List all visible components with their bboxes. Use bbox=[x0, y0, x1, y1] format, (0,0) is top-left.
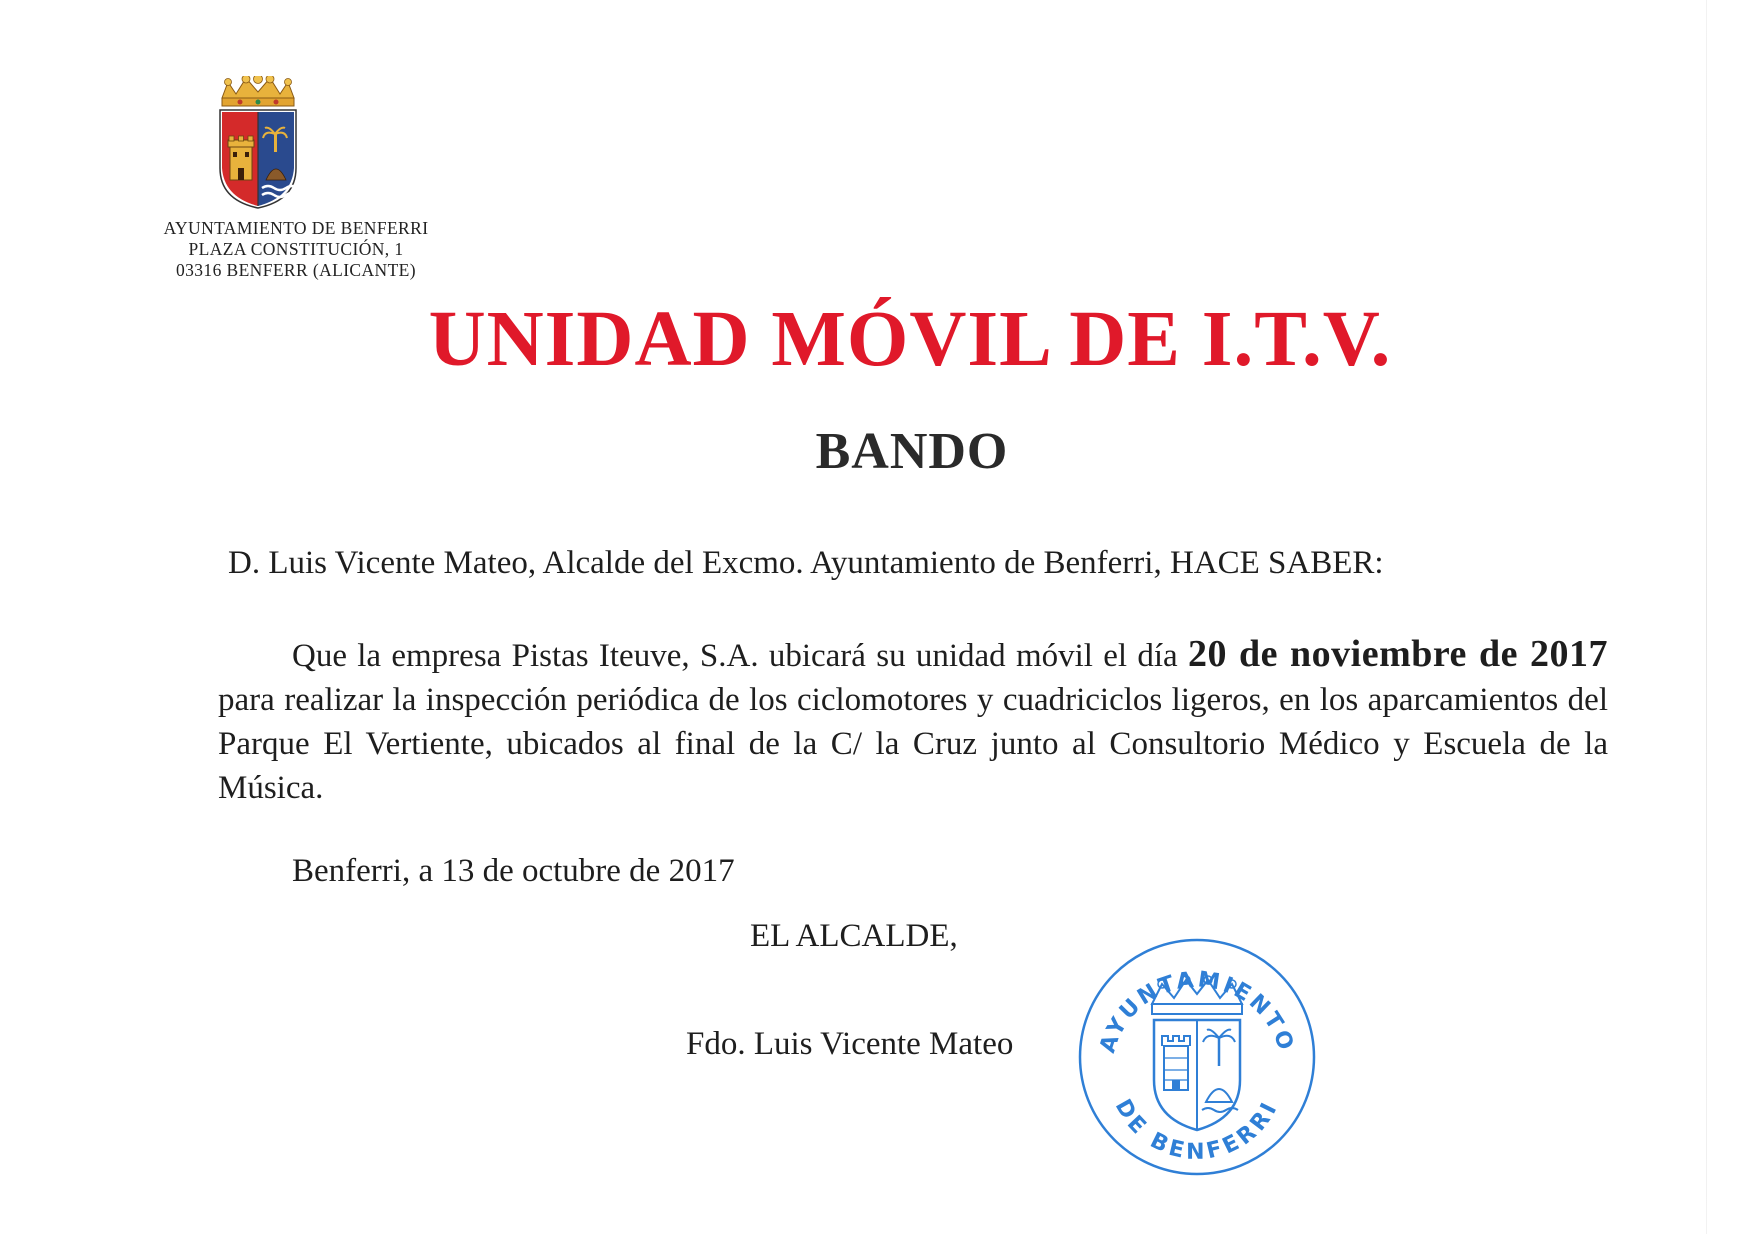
address-line: AYUNTAMIENTO DE BENFERRI bbox=[163, 218, 429, 238]
inspection-date: 20 de noviembre de 2017 bbox=[1187, 633, 1608, 675]
address-line: 03316 BENFERR (ALICANTE) bbox=[175, 260, 416, 280]
intro-paragraph: D. Luis Vicente Mateo, Alcalde del Excmo. Ayuntamiento de Benferri, HACE SABER: bbox=[228, 545, 1384, 581]
institution-address bbox=[120, 218, 472, 281]
page-edge bbox=[1706, 0, 1707, 1234]
place-and-date: Benferri, a 13 de octubre de 2017 bbox=[292, 853, 735, 889]
body-paragraph bbox=[218, 632, 1608, 810]
coat-of-arms-icon bbox=[212, 76, 304, 210]
stamp-bottom-text: DE BENFERRI bbox=[1109, 1095, 1284, 1165]
document-subtitle: BANDO bbox=[815, 423, 1009, 480]
address-line: PLAZA CONSTITUCIÓN, 1 bbox=[188, 239, 404, 259]
body-text-end: para realizar la inspección periódica de los ciclomotores y cuadriciclos ligeros, en los aparcamientos del Parque El Vertiente, ubicados al final de la C/ la Cruz junto al Consultorio Médico y Escuela de la Música. bbox=[218, 682, 1608, 806]
signature-name: Fdo. Luis Vicente Mateo bbox=[686, 1026, 1014, 1062]
official-stamp-icon bbox=[1074, 934, 1320, 1180]
stamp-top-text: AYUNTAMIENTO bbox=[1095, 967, 1299, 1057]
body-text-start: Que la empresa Pistas Iteuve, S.A. ubicará su unidad móvil el día bbox=[292, 638, 1188, 674]
signature-title: EL ALCALDE, bbox=[750, 918, 958, 954]
document-headline: UNIDAD MÓVIL DE I.T.V. bbox=[428, 296, 1392, 383]
